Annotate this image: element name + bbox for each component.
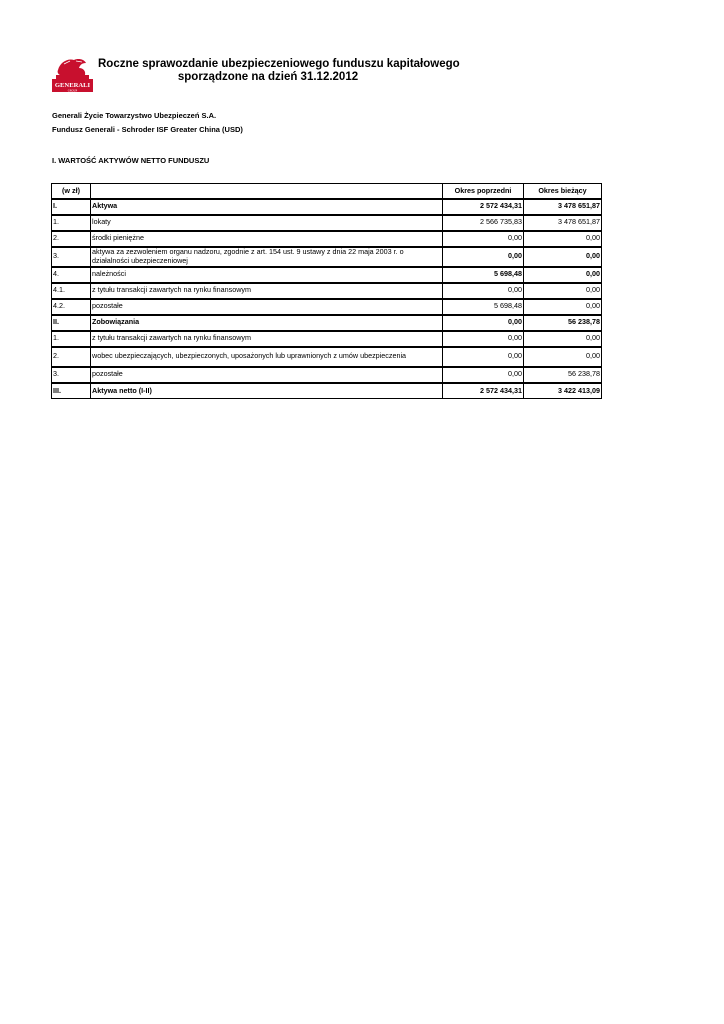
curr-value: 56 238,78 xyxy=(524,315,602,331)
row-number: 2. xyxy=(52,347,91,367)
row-number: 1. xyxy=(52,215,91,231)
row-label: środki pieniężne xyxy=(91,231,443,247)
row-label: z tytułu transakcji zawartych na rynku finansowym xyxy=(91,283,443,299)
row-number: 4.1. xyxy=(52,283,91,299)
prev-value: 0,00 xyxy=(443,347,524,367)
table-row xyxy=(52,383,602,399)
row-label: aktywa za zezwoleniem organu nadzoru, zgodnie z art. 154 ust. 9 ustawy z dnia 22 maja 2003 r. o działalności ubezpieczeniowej xyxy=(91,247,443,267)
net-assets-table xyxy=(51,183,602,399)
curr-value: 56 238,78 xyxy=(524,367,602,383)
row-label: wobec ubezpieczających, ubezpieczonych, uposażonych lub uprawnionych z umów ubezpieczenia xyxy=(91,347,443,367)
table-row xyxy=(52,283,602,299)
table-row xyxy=(52,247,602,267)
row-label: należności xyxy=(91,267,443,283)
row-label: z tytułu transakcji zawartych na rynku finansowym xyxy=(91,331,443,347)
row-label: pozostałe xyxy=(91,299,443,315)
table-row xyxy=(52,215,602,231)
row-label: lokaty xyxy=(91,215,443,231)
prev-value: 0,00 xyxy=(443,315,524,331)
curr-value: 0,00 xyxy=(524,231,602,247)
curr-period-header: Okres bieżący xyxy=(524,184,602,199)
logo-text: GENERALI xyxy=(54,82,91,89)
curr-value: 0,00 xyxy=(524,267,602,283)
curr-value: 0,00 xyxy=(524,299,602,315)
table-row xyxy=(52,231,602,247)
prev-value: 2 572 434,31 xyxy=(443,383,524,399)
curr-value: 0,00 xyxy=(524,247,602,267)
table-row xyxy=(52,367,602,383)
row-label: Aktywa netto (I-II) xyxy=(91,383,443,399)
prev-period-header: Okres poprzedni xyxy=(443,184,524,199)
generali-logo xyxy=(52,56,93,95)
table-header-row xyxy=(52,184,602,199)
curr-value: 0,00 xyxy=(524,331,602,347)
section-title: I. WARTOŚĆ AKTYWÓW NETTO FUNDUSZU xyxy=(52,156,210,165)
row-number: 3. xyxy=(52,367,91,383)
row-label: pozostałe xyxy=(91,367,443,383)
prev-value: 5 698,48 xyxy=(443,267,524,283)
table-row xyxy=(52,199,602,215)
curr-value: 3 478 651,87 xyxy=(524,215,602,231)
row-number: II. xyxy=(52,315,91,331)
unit-header: (w zł) xyxy=(52,184,91,199)
title-line-1: Roczne sprawozdanie ubezpieczeniowego funduszu kapitałowego xyxy=(98,58,460,70)
prev-value: 0,00 xyxy=(443,367,524,383)
table-row xyxy=(52,347,602,367)
row-number: 1. xyxy=(52,331,91,347)
title-line-2: sporządzone na dzień 31.12.2012 xyxy=(177,71,359,83)
fund-name: Fundusz Generali - Schroder ISF Greater China (USD) xyxy=(52,125,243,134)
table-row xyxy=(52,331,602,347)
prev-value: 0,00 xyxy=(443,231,524,247)
table-row xyxy=(52,315,602,331)
prev-value: 5 698,48 xyxy=(443,299,524,315)
prev-value: 0,00 xyxy=(443,247,524,267)
table-row xyxy=(52,299,602,315)
row-number: 3. xyxy=(52,247,91,267)
row-number: 4. xyxy=(52,267,91,283)
prev-value: 0,00 xyxy=(443,331,524,347)
row-label: Aktywa xyxy=(91,199,443,215)
table-row xyxy=(52,267,602,283)
curr-value: 0,00 xyxy=(524,283,602,299)
prev-value: 2 566 735,83 xyxy=(443,215,524,231)
prev-value: 2 572 434,31 xyxy=(443,199,524,215)
logo-subtext: GROUP xyxy=(67,89,78,93)
label-header xyxy=(91,184,443,199)
company-name: Generali Życie Towarzystwo Ubezpieczeń S.A. xyxy=(52,111,217,120)
curr-value: 3 422 413,09 xyxy=(524,383,602,399)
report-title xyxy=(98,58,460,84)
prev-value: 0,00 xyxy=(443,283,524,299)
curr-value: 3 478 651,87 xyxy=(524,199,602,215)
row-label: Zobowiązania xyxy=(91,315,443,331)
row-number: III. xyxy=(52,383,91,399)
curr-value: 0,00 xyxy=(524,347,602,367)
row-number: 4.2. xyxy=(52,299,91,315)
row-number: I. xyxy=(52,199,91,215)
row-number: 2. xyxy=(52,231,91,247)
